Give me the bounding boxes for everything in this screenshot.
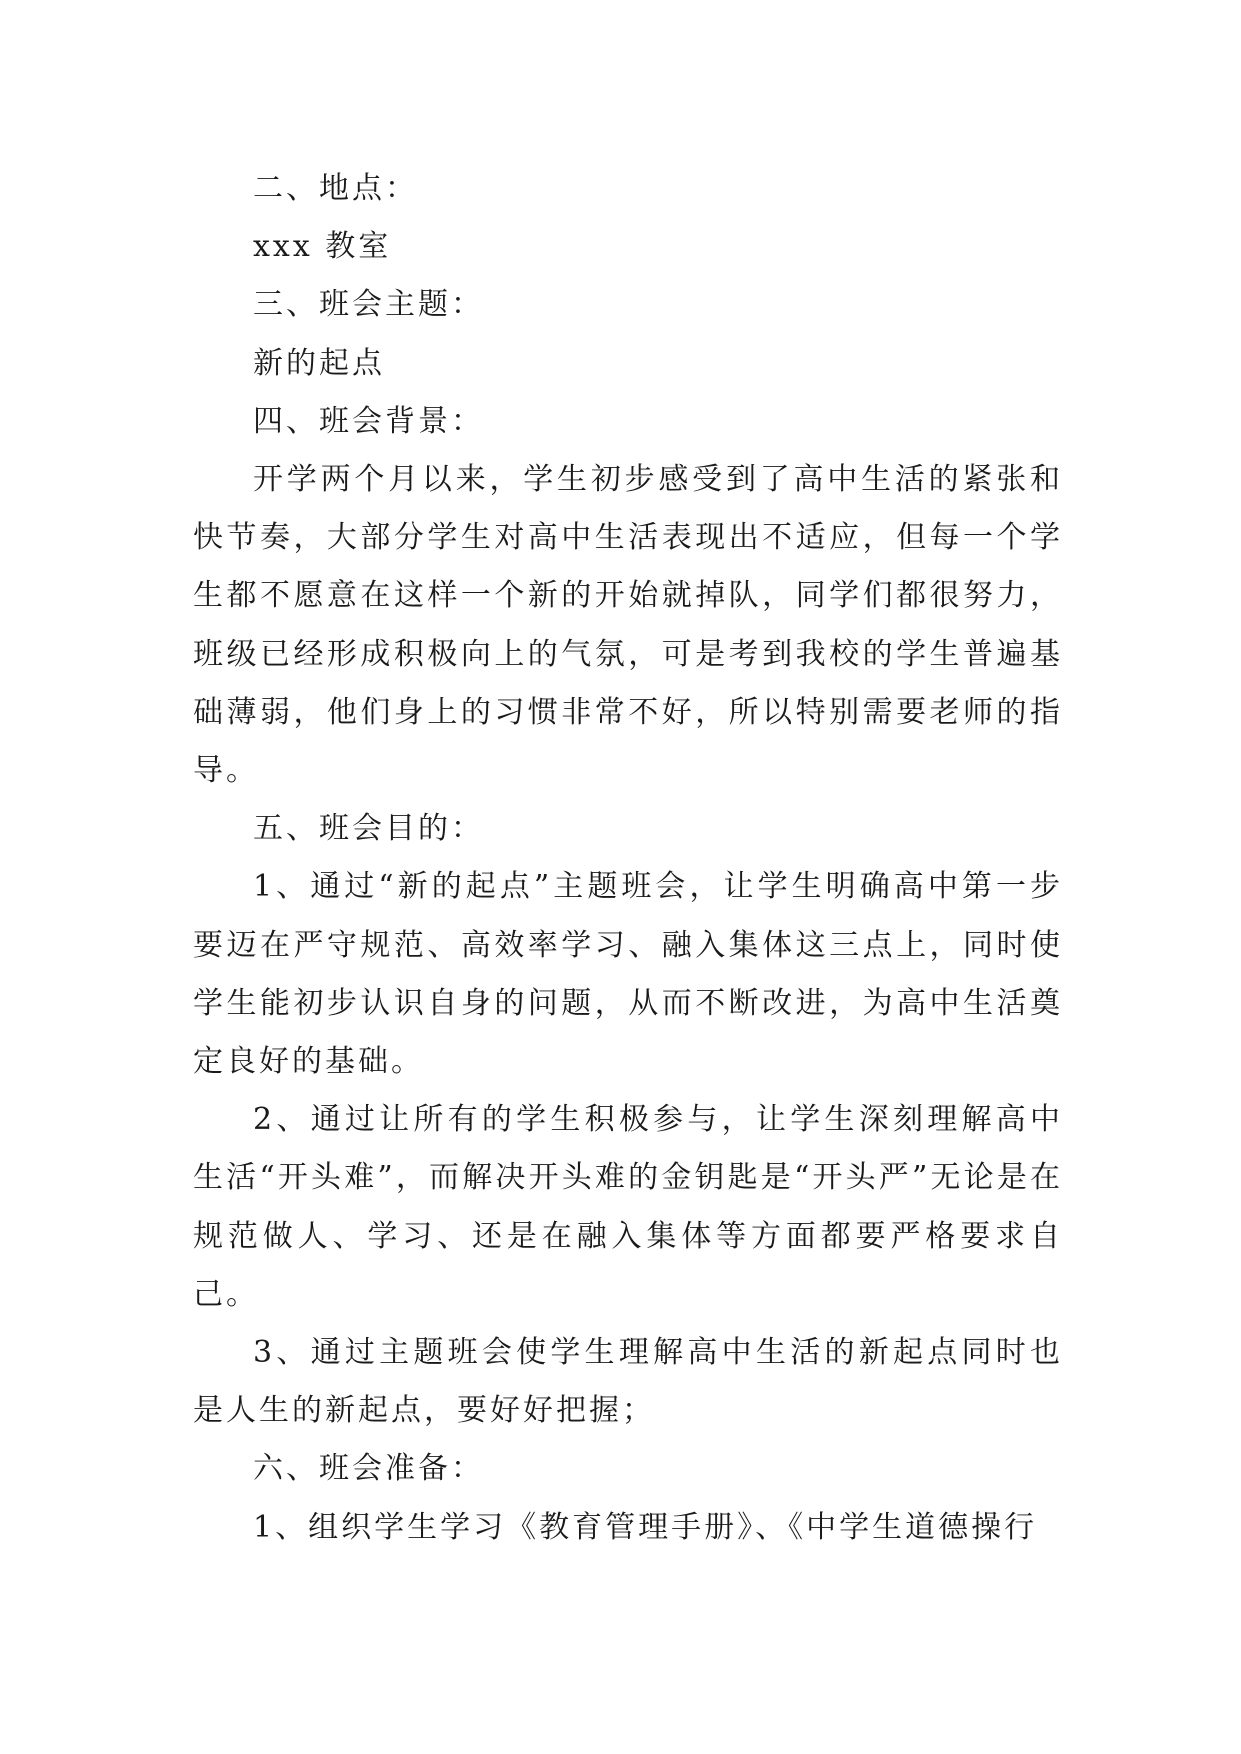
heading-preparation: 六、班会准备： <box>253 1451 484 1487</box>
purpose-item-2: 2、通过让所有的学生积极参与，让学生深刻理解高中生活“开头难”，而解决开头难的金钥匙是“开头严”无论是在规范做人、学习、还是在融入集体等方面都要严格要求自己。 <box>193 1102 1063 1312</box>
preparation-item-1: 1、组织学生学习《教育管理手册》、《中学生道德操行 <box>253 1509 1038 1545</box>
document-body <box>193 160 1063 1557</box>
background-paragraph: 开学两个月以来，学生初步感受到了高中生活的紧张和快节奏，大部分学生对高中生活表现出不适应，但每一个学生都不愿意在这样一个新的开始就掉队，同学们都很努力，班级已经形成积极向上的气氛，可是考到我校的学生普遍基础薄弱，他们身上的习惯非常不好，所以特别需要老师的指导。 <box>193 462 1063 789</box>
theme-value: 新的起点 <box>253 345 385 381</box>
purpose-item-1: 1、通过“新的起点”主题班会，让学生明确高中第一步要迈在严守规范、高效率学习、融入集体这三点上，同时使学生能初步认识自身的问题，从而不断改进，为高中生活奠定良好的基础。 <box>193 869 1063 1080</box>
heading-background: 四、班会背景： <box>253 403 484 439</box>
heading-purpose: 五、班会目的： <box>253 811 484 847</box>
location-value: xxx 教室 <box>253 229 392 265</box>
heading-theme: 三、班会主题： <box>253 287 484 323</box>
heading-location: 二、地点： <box>253 171 418 206</box>
purpose-item-3: 3、通过主题班会使学生理解高中生活的新起点同时也是人生的新起点，要好好把握； <box>193 1335 1063 1429</box>
